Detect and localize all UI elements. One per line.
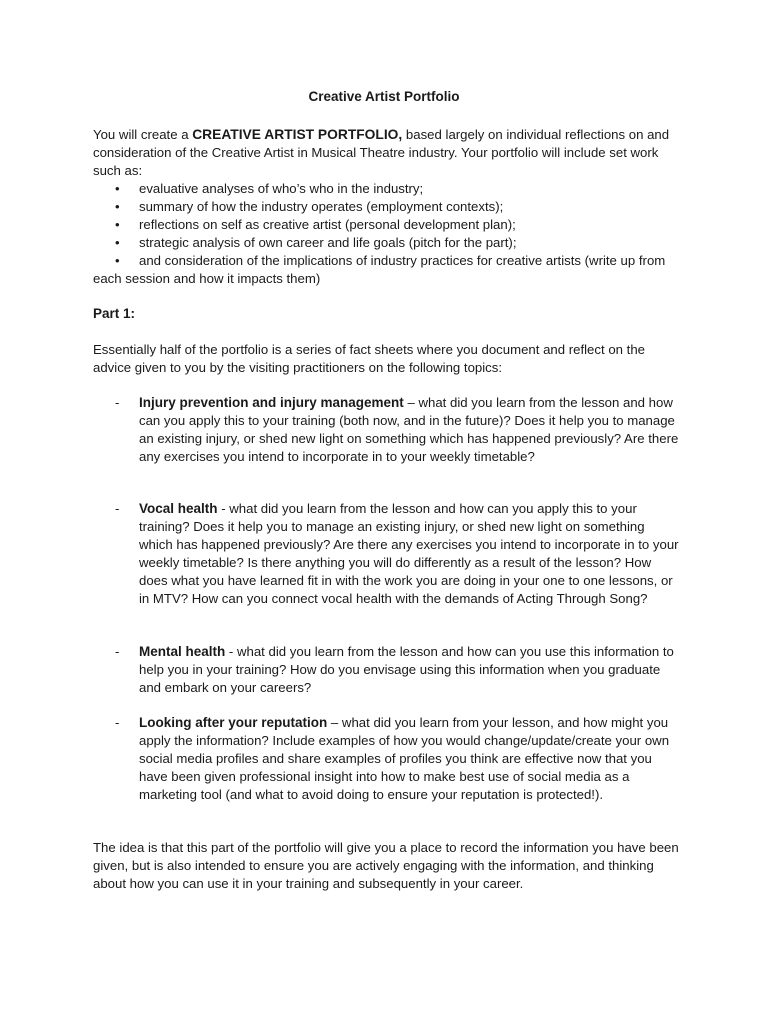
bullet-icon: •	[115, 199, 120, 214]
dash-icon: -	[115, 501, 120, 516]
bullet-icon: •	[115, 181, 120, 196]
list-item	[93, 216, 683, 234]
bullet-icon: •	[115, 253, 120, 268]
part-heading: Part 1:	[93, 306, 136, 321]
list-item-text: strategic analysis of own career and life goals (pitch for the part);	[139, 235, 517, 250]
intro-text-before: You will create a	[93, 127, 193, 142]
topic-mental-health	[93, 643, 683, 697]
intro-paragraph	[93, 126, 683, 180]
topic-text: – what did you learn from the lesson and how can you apply this to your training (both now, and in the future)? Does it help you to manage an existing injury, or shed new light on something which has happened previously? Are there any exercises you intend to incorporate in to your weekly timetable?	[139, 395, 679, 464]
topic-heading: Looking after your reputation	[139, 715, 328, 730]
topic-heading: Vocal health	[139, 501, 218, 516]
intro-emphasis: CREATIVE ARTIST PORTFOLIO,	[192, 127, 403, 142]
topic-vocal-health	[93, 500, 683, 608]
bullet-icon: •	[115, 217, 120, 232]
bullet-icon: •	[115, 235, 120, 250]
set-work-list	[93, 180, 683, 288]
list-item	[93, 252, 683, 288]
list-item	[93, 198, 683, 216]
dash-icon: -	[115, 395, 120, 410]
topic-text: - what did you learn from the lesson and how can you apply this to your training? Does it help you to manage an existing injury, or shed new light on something which has happened previously? Are there any exercises you intend to incorporate in to your weekly timetable? Is there anything you will do differently as a result of the lesson? How does what you have learned fit in with the work you are doing in your one to one lessons, or in MTV? How can you connect vocal health with the demands of Acting Through Song?	[139, 501, 679, 606]
list-item-text: summary of how the industry operates (employment contexts);	[139, 199, 504, 214]
topic-injury	[93, 394, 683, 466]
list-item-text: evaluative analyses of who’s who in the industry;	[139, 181, 424, 196]
list-item-text: reflections on self as creative artist (personal development plan);	[139, 217, 516, 232]
list-item-text: and consideration of the implications of industry practices for creative artists (write up from each session and how it impacts them)	[93, 253, 666, 286]
dash-icon: -	[115, 644, 120, 659]
list-item	[93, 180, 683, 198]
list-item	[93, 234, 683, 252]
dash-icon: -	[115, 715, 120, 730]
topic-text: - what did you learn from the lesson and how can you use this information to help you in your training? How do you envisage using this information when you graduate and embark on your careers?	[139, 644, 674, 695]
topic-text: – what did you learn from your lesson, and how might you apply the information? Include examples of how you would change/update/create your own social media profiles and share examples of profiles you think are effective now that you have been given professional insight into how to make best use of social media as a marketing tool (and what to avoid doing to ensure your reputation is protected!).	[139, 715, 670, 802]
topic-heading: Injury prevention and injury management	[139, 395, 404, 410]
intro-text-after: based largely on individual reflections on and consideration of the Creative Artist in Musical Theatre industry. Your portfolio will include set work such as:	[93, 127, 670, 178]
document-title: Creative Artist Portfolio	[308, 89, 460, 104]
closing-paragraph: The idea is that this part of the portfolio will give you a place to record the information you have been given, but is also intended to ensure you are actively engaging with the information, and thinking about how you can use it in your training and subsequently in your career.	[93, 840, 679, 891]
topic-heading: Mental health	[139, 644, 226, 659]
topic-reputation	[93, 714, 683, 804]
fact-sheets-paragraph: Essentially half of the portfolio is a series of fact sheets where you document and reflect on the advice given to you by the visiting practitioners on the following topics:	[93, 342, 645, 375]
